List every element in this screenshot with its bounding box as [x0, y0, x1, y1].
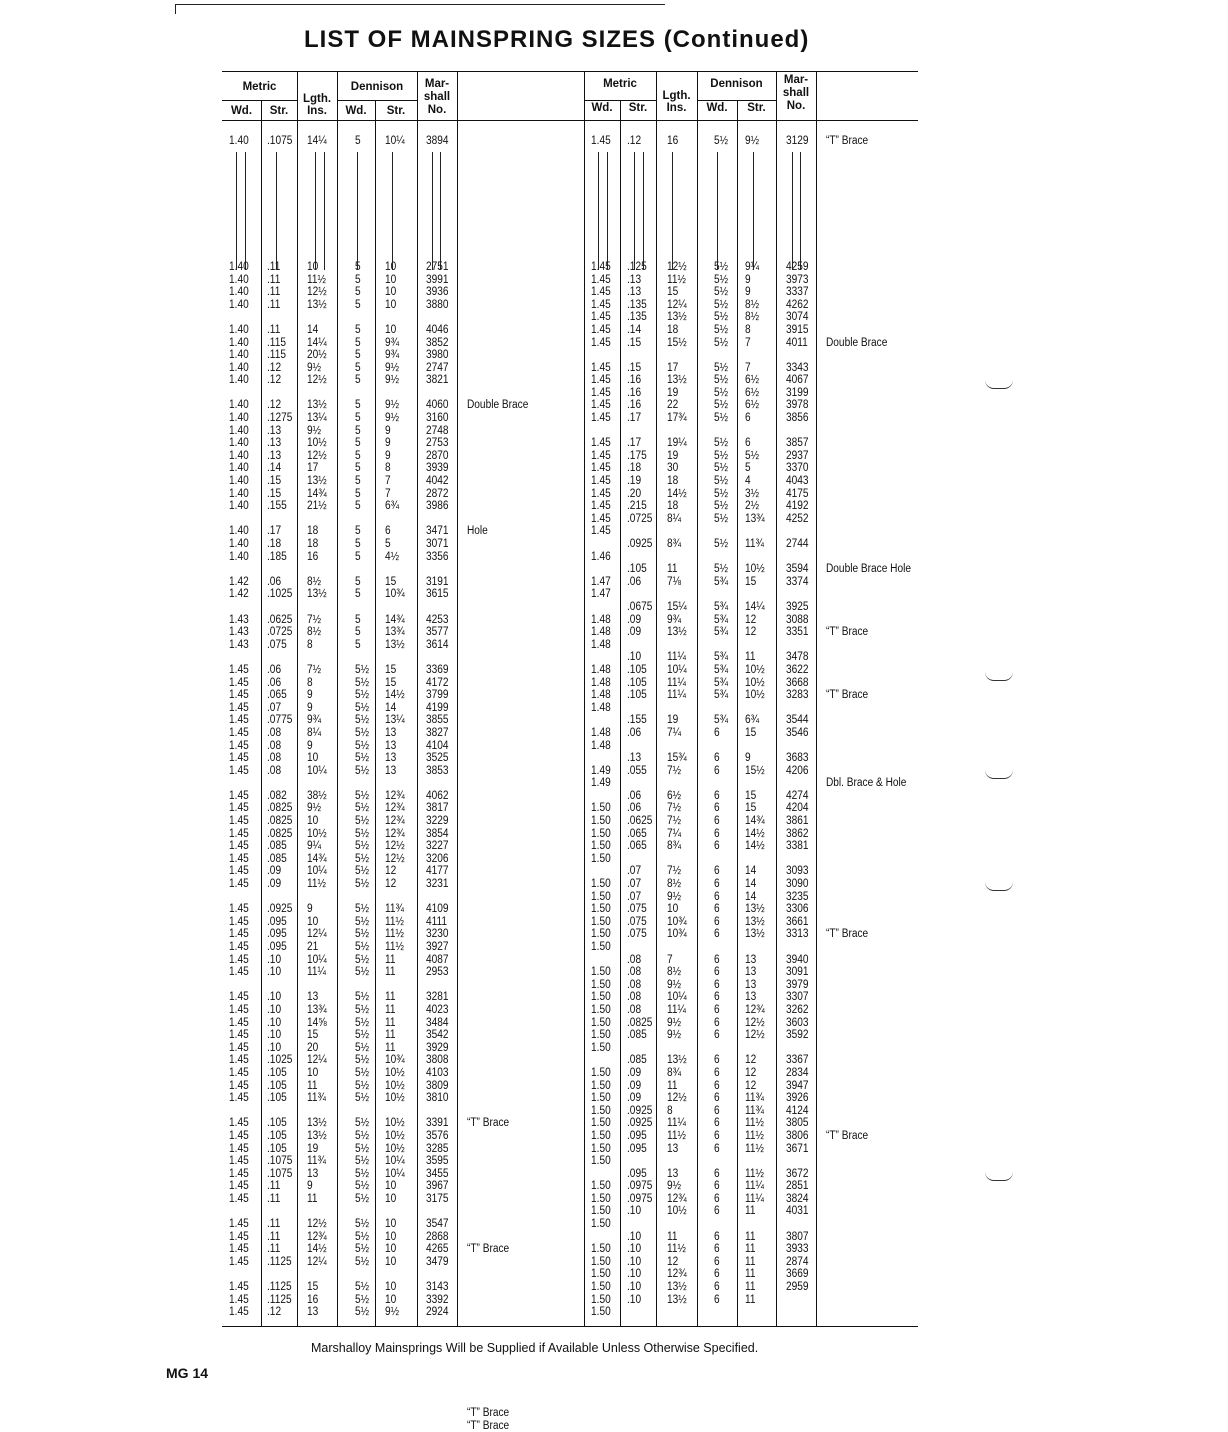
header-ins: Ins.: [666, 102, 687, 114]
ditto-mark: [792, 152, 793, 270]
ditto-mark: [634, 152, 635, 270]
dennison-subrule: [337, 100, 417, 101]
page-title: LIST OF MAINSPRING SIZES (Continued): [304, 26, 810, 53]
right-col-lgth: 16 12½ 11½ 15 12¼ 13½ 18 15½ 17 13½ 19 22 17¾ 19¼ 19 30 18 14½ 18 8¼ 8¾ 11 7⅛ 15¼ 9¾ 13½ 11¼ 10¼ 11¼ 11¼ 19 7¼ 15¾ 7½ 6½ 7½ 7½ 7¼ 8¾ 7½ 8½ 9½ 10 10¾ 10¾ 7 8½ 9½ 10¼ 11¼ 9½ 9½ 13½ 8¾ 11 12½ 8 11¼ 11½ 13 13 9½ 12¾ 10½ 11 11½ 12 12¾ 13½ 13½: [667, 135, 687, 1306]
footer-note: Marshalloy Mainsprings Will be Supplied if Available Unless Otherwise Specified.: [311, 1341, 759, 1355]
col-divider: [375, 100, 376, 1326]
table-bottom-rule: [222, 1326, 918, 1327]
header-lgth: Lgth.: [302, 93, 332, 105]
header-str: Str.: [386, 105, 406, 117]
margin-mark: [985, 1172, 1013, 1181]
header-marshall-1: Mar-: [783, 74, 809, 86]
header-marshall-1: Mar-: [424, 78, 450, 90]
header-marshall-2: shall: [423, 91, 451, 103]
col-divider: [261, 100, 262, 1326]
header-str: Str.: [628, 102, 648, 114]
margin-mark: [985, 770, 1013, 779]
right-col-dennison-wd: 5½ 5½ 5½ 5½ 5½ 5½ 5½ 5½ 5½ 5½ 5½ 5½ 5½ 5½ 5½ 5½ 5½ 5½ 5½ 5½ 5½ 5½ 5¾ 5¾ 5¾ 5¾ 5¾ 5¾ 5¾ 5¾ 5¾ 6 6 6 6 6 6 6 6 6 6 6 6 6 6 6 6 6 6 6 6 6 6 6 6 6 6 6 6 6 6 6 6 6 6 6 6 6 6 6: [714, 135, 729, 1306]
header-wd: Wd.: [706, 102, 728, 114]
metric-subrule: [584, 100, 656, 101]
header-metric: Metric: [603, 78, 637, 90]
right-col-wd: 1.45 1.45 1.45 1.45 1.45 1.45 1.45 1.45 1.45 1.45 1.45 1.45 1.45 1.45 1.45 1.45 1.45 1.45 1.45 1.45 1.45 1.46 1.47 1.47 1.48 1.48 1.48 1.48 1.48 1.48 1.48 1.48 1.48 1.49 1.49 1.50 1.50 1.50 1.50 1.50 1.50 1.50 1.50 1.50 1.50 1.50 1.50 1.50 1.50 1.50 1.50 1.50 1.50 1.50 1.50 1.50 1.50 1.50 1.50 1.50 1.50 1.50 1.50 1.50 1.50 1.50 1.50 1.50 1.50 1.50 1.50: [591, 135, 611, 1319]
ditto-mark: [357, 152, 358, 270]
ditto-mark: [392, 152, 393, 270]
right-col-notes: “T” Brace Double Brace Double Brace Hole “T” Brace “T” Brace Dbl. Brace & Hole “T” Brace “T” Brace: [826, 135, 911, 1142]
ditto-mark: [432, 152, 433, 270]
header-str: Str.: [269, 105, 289, 117]
header-wd: Wd.: [591, 102, 613, 114]
header-dennison: Dennison: [350, 81, 404, 93]
ditto-mark: [800, 152, 801, 270]
col-divider: [656, 71, 657, 1326]
ditto-mark: [607, 152, 608, 270]
right-col-str: .12 .125 .13 .13 .135 .135 .14 .15 .15 .16 .16 .16 .17 .17 .175 .18 .19 .20 .215 .0725 .0925 .105 .06 .0675 .09 .09 .10 .105 .105 .105 .155 .06 .13 .055 .06 .06 .0625 .065 .065 .07 .07 .07 .075 .075 .075 .08 .08 .08 .08 .08 .0825 .085 .085 .09 .09 .09 .0925 .0925 .095 .095 .095 .0975 .0975 .10 .10 .10 .10 .10 .10 .10: [627, 135, 653, 1306]
ditto-mark: [245, 152, 246, 270]
ditto-mark: [753, 152, 754, 270]
header-marshall-3: No.: [786, 100, 806, 112]
right-col-dennison-str: 9½ 9¼ 9 9 8½ 8½ 8 7 7 6½ 6½ 6½ 6 6 5½ 5 4 3½ 2½ 13¾ 11¾ 10½ 15 14¼ 12 12 11 10½ 10½ 10½ 6¾ 15 9 15½ 15 15 14¾ 14½ 14½ 14 14 14 13½ 13½ 13½ 13 13 13 13 12¾ 12½ 12½ 12 12 12 11¾ 11¾ 11½ 11½ 11½ 11½ 11¼ 11¼ 11 11 11 11 11 11 11: [745, 135, 765, 1306]
header-top-rule: [222, 71, 918, 72]
left-col-dennison-wd: 5 5 5 5 5 5 5 5 5 5 5 5 5 5 5 5 5 5 5 5 5 5 5 5 5 5 5 5½ 5½ 5½ 5½ 5½ 5½ 5½ 5½ 5½ 5½ 5½ 5½ 5½ 5½ 5½ 5½ 5½ 5½ 5½ 5½ 5½ 5½ 5½ 5½ 5½ 5½ 5½ 5½ 5½ 5½ 5½ 5½ 5½ 5½ 5½ 5½ 5½ 5½ 5½ 5½ 5½ 5½ 5½ 5½ 5½ 5½: [355, 135, 370, 1319]
metric-subrule: [222, 100, 297, 101]
header-marshall-3: No.: [427, 104, 447, 116]
right-col-marshall-no: 3129 4259 3973 3337 4262 3074 3915 4011 3343 4067 3199 3978 3856 3857 2937 3370 4043 4175 4192 4252 2744 3594 3374 3925 3088 3351 3478 3622 3668 3283 3544 3546 3683 4206 4274 4204 3861 3862 3381 3093 3090 3235 3306 3661 3313 3940 3091 3979 3307 3262 3603 3592 3367 2834 3947 3926 4124 3805 3806 3671 3672 2851 3824 4031 3807 3933 2874 3669 2959: [786, 135, 809, 1294]
ditto-mark: [672, 152, 673, 270]
left-col-lgth: 14¼ 10 11½ 12½ 13½ 14 14¼ 20½ 9½ 12½ 13½ 13¼ 9½ 10½ 12½ 17 13½ 14¾ 21½ 18 18 16 8½ 13½ 7½ 8½ 8 7½ 8 9 9 9¾ 8¼ 9 10 10¼ 38½ 9½ 10 10½ 9¼ 14¾ 10¼ 11½ 9 10 12¼ 21 10¼ 11¼ 13 13¾ 14⅝ 15 20 12¼ 10 11 11¾ 13½ 13½ 19 11¾ 13 9 11 12½ 12¾ 14½ 12¼ 15 16 13: [307, 135, 327, 1319]
col-divider: [697, 71, 698, 1326]
col-divider: [620, 100, 621, 1326]
ditto-mark: [643, 152, 644, 270]
ditto-mark: [440, 152, 441, 270]
margin-mark: [985, 672, 1013, 681]
header-lgth: Lgth.: [662, 90, 691, 102]
left-col-marshall-no: 3894 2751 3991 3936 3880 4046 3852 3980 2747 3821 4060 3160 2748 2753 2870 3939 4042 2872 3986 3471 3071 3356 3191 3615 4253 3577 3614 3369 4172 3799 4199 3855 3827 4104 3525 3853 4062 3817 3229 3854 3227 3206 4177 3231 4109 4111 3230 3927 4087 2953 3281 4023 3484 3542 3929 3808 4103 3809 3810 3391 3576 3285 3595 3455 3967 3175 3547 2868 4265 3479 3143 3392 2924: [426, 135, 449, 1319]
left-col-notes: Double Brace Hole “T” Brace “T” Brace “T” Brace “T” Brace: [467, 399, 529, 1432]
header-ins: Ins.: [307, 105, 327, 117]
ditto-mark: [315, 152, 316, 270]
page-number: MG 14: [166, 1365, 209, 1381]
ditto-mark: [236, 152, 237, 270]
col-divider: [816, 71, 817, 1326]
col-divider: [457, 71, 458, 1326]
col-divider: [337, 71, 338, 1326]
ditto-mark: [717, 152, 718, 270]
left-col-str: .1075 .11 .11 .11 .11 .11 .115 .115 .12 .12 .12 .1275 .13 .13 .13 .14 .15 .15 .155 .17 .18 .185 .06 .1025 .0625 .0725 .075 .06 .06 .065 .07 .0775 .08 .08 .08 .08 .082 .0825 .0825 .0825 .085 .085 .09 .09 .0925 .095 .095 .095 .10 .10 .10 .10 .10 .10 .10 .1025 .105 .105 .105 .105 .105 .105 .1075 .1075 .11 .11 .11 .11 .11 .1125 .1125 .1125 .12: [267, 135, 293, 1319]
top-rule: [175, 4, 665, 5]
top-rule-hook: [175, 4, 176, 14]
header-marshall-2: shall: [782, 87, 810, 99]
header-metric: Metric: [242, 81, 277, 93]
ditto-mark: [276, 152, 277, 270]
margin-mark: [985, 882, 1013, 891]
header-wd: Wd.: [345, 105, 367, 117]
ditto-mark: [598, 152, 599, 270]
dennison-subrule: [697, 100, 776, 101]
ditto-mark: [324, 152, 325, 270]
header-bottom-rule: [222, 120, 918, 121]
col-divider: [776, 71, 777, 1326]
left-col-wd: 1.40 1.40 1.40 1.40 1.40 1.40 1.40 1.40 1.40 1.40 1.40 1.40 1.40 1.40 1.40 1.40 1.40 1.40 1.40 1.40 1.40 1.40 1.42 1.42 1.43 1.43 1.43 1.45 1.45 1.45 1.45 1.45 1.45 1.45 1.45 1.45 1.45 1.45 1.45 1.45 1.45 1.45 1.45 1.45 1.45 1.45 1.45 1.45 1.45 1.45 1.45 1.45 1.45 1.45 1.45 1.45 1.45 1.45 1.45 1.45 1.45 1.45 1.45 1.45 1.45 1.45 1.45 1.45 1.45 1.45 1.45 1.45 1.45: [229, 135, 249, 1319]
col-divider: [297, 71, 298, 1326]
margin-mark: [985, 380, 1013, 389]
header-dennison: Dennison: [710, 78, 763, 90]
col-divider: [417, 71, 418, 1326]
left-col-dennison-str: 10¼ 10 10 10 10 10 9¾ 9¾ 9½ 9½ 9½ 9½ 9 9 9 8 7 7 6¾ 6 5 4½ 15 10¾ 14¾ 13¾ 13½ 15 15 14½ 14 13¼ 13 13 13 13 12¾ 12¾ 12¾ 12¾ 12½ 12½ 12 12 11¾ 11½ 11½ 11½ 11 11 11 11 11 11 11 10¾ 10½ 10½ 10½ 10½ 10½ 10½ 10¼ 10¼ 10 10 10 10 10 10 10 10 9½: [385, 135, 405, 1319]
header-wd: Wd.: [230, 105, 253, 117]
col-divider: [584, 71, 585, 1326]
col-divider: [737, 100, 738, 1326]
header-str: Str.: [747, 102, 766, 114]
